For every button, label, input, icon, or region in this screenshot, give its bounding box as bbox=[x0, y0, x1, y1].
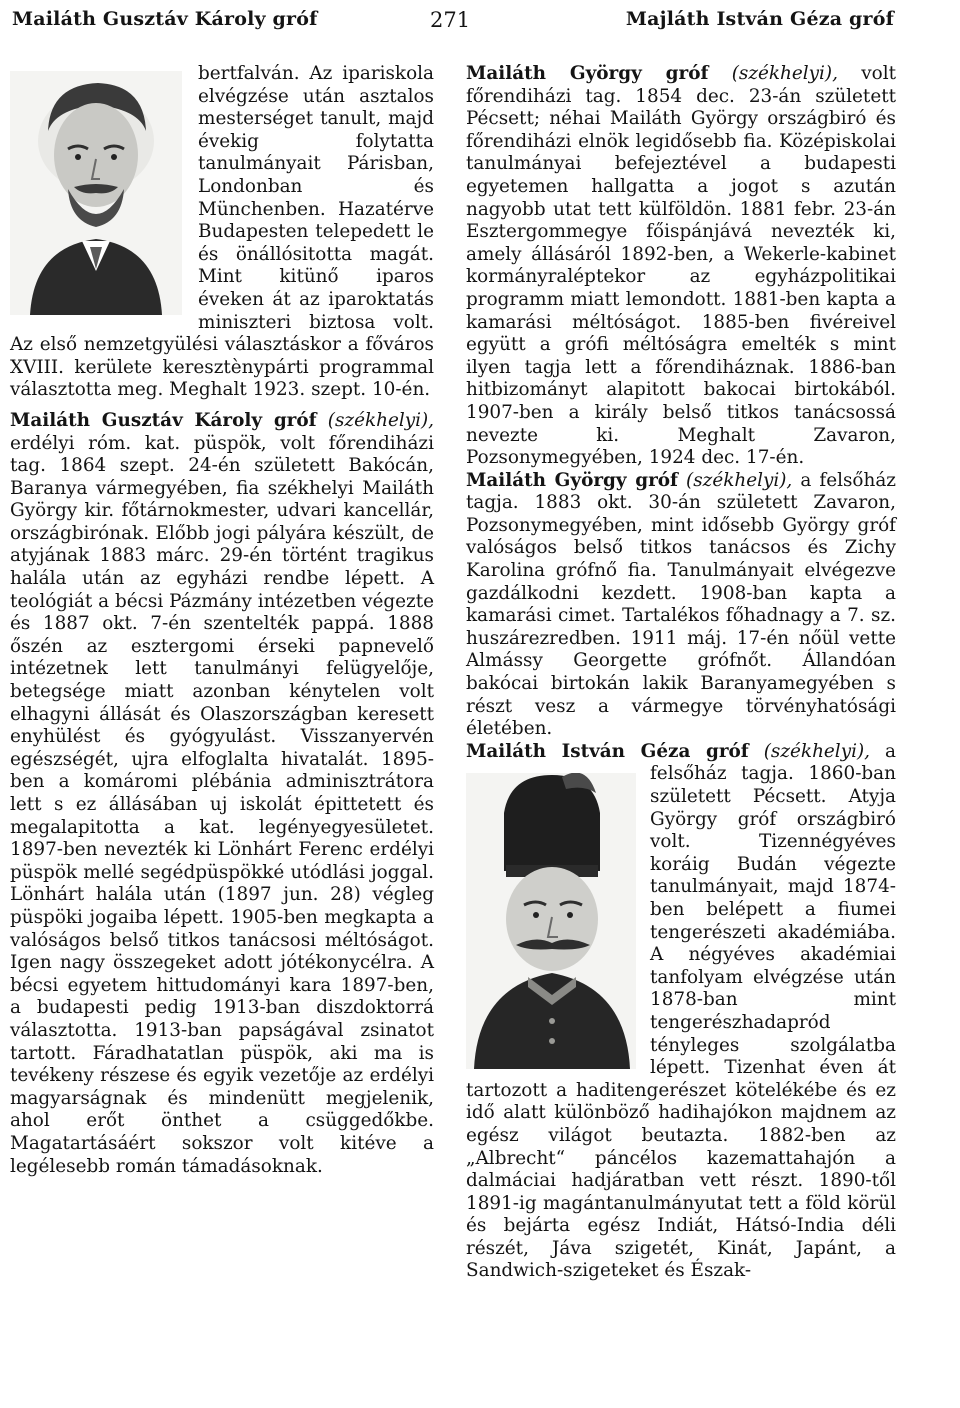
entry-gusztav bbox=[10, 410, 434, 1178]
left-column bbox=[10, 63, 434, 1178]
paragraph-gap bbox=[10, 402, 434, 410]
entry-continuation bbox=[10, 63, 434, 402]
entry-text: bertfalván. Az ipariskola elvégzése után asztalos mesterséget tanult, majd évekig folytatta tanulmányait Párisban, Londonban és Münchenben. Hazatérve Budapesten telepedett le és önállósitotta magát. Mint kitünő iparos éveken át az iparoktatás miniszteri biztosa volt. Az első nemzetgyülési választáskor a főváros XVIII. kerülete keresztènypárti programmal választotta meg. Meghalt 1923. szept. 10-én. bbox=[10, 63, 434, 401]
entry-text: a felsőház tagja. 1883 okt. 30-án született Zavaron, Pozsonymegyében, mint idősebb György gróf valóságos belső titkos tanácsos és Zichy Karolina grófnő fia. Tanulmányait elvégezve gazdálkodni kezdett. 1908-ban kapta a kamarási cimet. Tartalékos főhadnagy a 7. sz. huszárezredben. 1911 máj. 17-én nőül vette Almássy Georgette grófnőt. Állandóan bakócai birtokán lakik Baranyamegyében s részt vesz a vármegye törvényhatósági életében. bbox=[466, 469, 896, 740]
entry-text: a felsőház tagja. 1860-ban született Pécsett. Atyja György gróf országbiró volt. Tizennégyéves koráig Budán végezte tanulmányait, majd 1874-ben belépett a fiumei tengerészeti akadémiába. A négyéves akadémiai tanfolyam elvégzése után 1878-ban mint tengerészhadapród tényleges szolgálatba lépett. Tizenhat éven át tartozott a haditengerészet kötelékébe és ez idő alatt különböző hadihajókon majdnem az egész világot beutazta. 1882-ben az „Albrecht“ páncélos kazemattahajón a dalmáciai hadjáratban vett részt. 1890-től 1891-ig magántanulmányutat tett a föld körül és bejárta egész Indiát, Hátsó-India déli részét, Jáva szigetét, Kinát, Japánt, a Sandwich-szigeteket és Észak- bbox=[466, 740, 896, 1282]
entry-text: volt főrendiházi tag. 1854 dec. 23-án született Pécsett; néhai Mailáth György országbiró és főrendiházi elnök legidősebb fia. Középiskolai tanulmányai befejeztével a budapesti egyetemen hallgatta a jogot s azután nagyobb utat tett külföldön. 1881 febr. 23-án Esztergommegye főispánjává nevezték ki, amely állásáról 1892-ben, a Wekerle-kabinet kormányraléptekor az egyházpolitikai programm miatt lemondott. 1881-ben kapta a kamarási méltóságot. 1885-ben fivéreivel együtt a grófi méltóságra emelték s mint ilyen tagja lett a főrendiháznak. 1886-ban hitbizományt alapitott bakocai birtokából. 1907-ben a király belső titkos tanácsossá nevezte ki. Meghalt Zavaron, Pozsonymegyében, 1924 dec. 17-én. bbox=[466, 63, 896, 469]
portrait-icon bbox=[10, 71, 182, 315]
right-column bbox=[466, 63, 896, 1283]
entry-gyorgy-junior bbox=[466, 470, 896, 741]
running-head-left: Mailáth Gusztáv Károly gróf bbox=[12, 8, 318, 30]
portrait-photo-gusztav bbox=[10, 71, 182, 315]
entry-epithet: (székhelyi), bbox=[327, 409, 434, 431]
entry-epithet: (székhelyi), bbox=[731, 63, 838, 84]
entry-gyorgy-senior bbox=[466, 63, 896, 470]
entry-name: Mailáth György gróf bbox=[466, 63, 709, 84]
entry-name: Mailáth Gusztáv Károly gróf bbox=[10, 409, 317, 431]
entry-epithet: (székhelyi), bbox=[686, 469, 793, 491]
entry-name: Mailáth György gróf bbox=[466, 469, 678, 491]
page-number: 271 bbox=[430, 8, 471, 32]
entry-epithet: (székhelyi), bbox=[763, 740, 870, 762]
entry-name: Mailáth István Géza gróf bbox=[466, 740, 749, 762]
page-header bbox=[0, 8, 960, 48]
entry-istvan-geza bbox=[466, 741, 896, 1283]
running-head-right: Majláth István Géza gróf bbox=[625, 8, 894, 30]
portrait-icon bbox=[466, 773, 636, 1069]
portrait-photo-istvan bbox=[466, 773, 636, 1069]
entry-text: erdélyi róm. kat. püspök, volt főrendiházi tag. 1864 szept. 24-én született Bakócán, Baranya vármegyében, fia székhelyi Mailáth György kir. főtárnokmester, udvari kancellár, országbirónak. Előbb jogi pályára készült, de atyjának 1883 márc. 29-én történt tragikus halála után az egyházi rendbe lépett. A teológiát a bécsi Pázmány intézetben végezte és 1887 okt. 7-én szentelték pappá. 1888 őszén az esztergomi érseki papnevelő intézetnek lett tanulmányi felügyelője, betegsége miatt azonban kénytelen volt elhagyni állását és Olaszországban keresett enyhülést és gyógyulást. Visszanyervén egészségét, ujra elfoglalta hivatalát. 1895-ben a komáromi plébánia adminisztrátora lett s ez állásában uj iskolát épittetett és megalapitotta a kat. legényegyesületet. 1897-ben nevezték ki Lönhárt Ferenc erdélyi püspök mellé segédpüspökké utódlási joggal. Lönhárt halála után (1897 jun. 28) végleg püspöki jogaiba lépett. 1905-ben megkapta a valóságos belső titkos tanácsosi méltóságot. Igen nagy összegeket adott jótékonycélra. A bécsi egyetem hittudományi kara 1897-ben, a budapesti pedig 1913-ban diszdoktorrá választotta. 1913-ban papságával zsinatot tartott. Fáradhatatlan püspök, aki ma is tevékeny részese és egyik vezetője az erdélyi magyarságnak és mindenütt megjelenik, ahol erőt önthet a csüggedőkbe. Magatartásáért sokszor volt kitéve a legélesebb román támadásoknak. bbox=[10, 432, 434, 1177]
